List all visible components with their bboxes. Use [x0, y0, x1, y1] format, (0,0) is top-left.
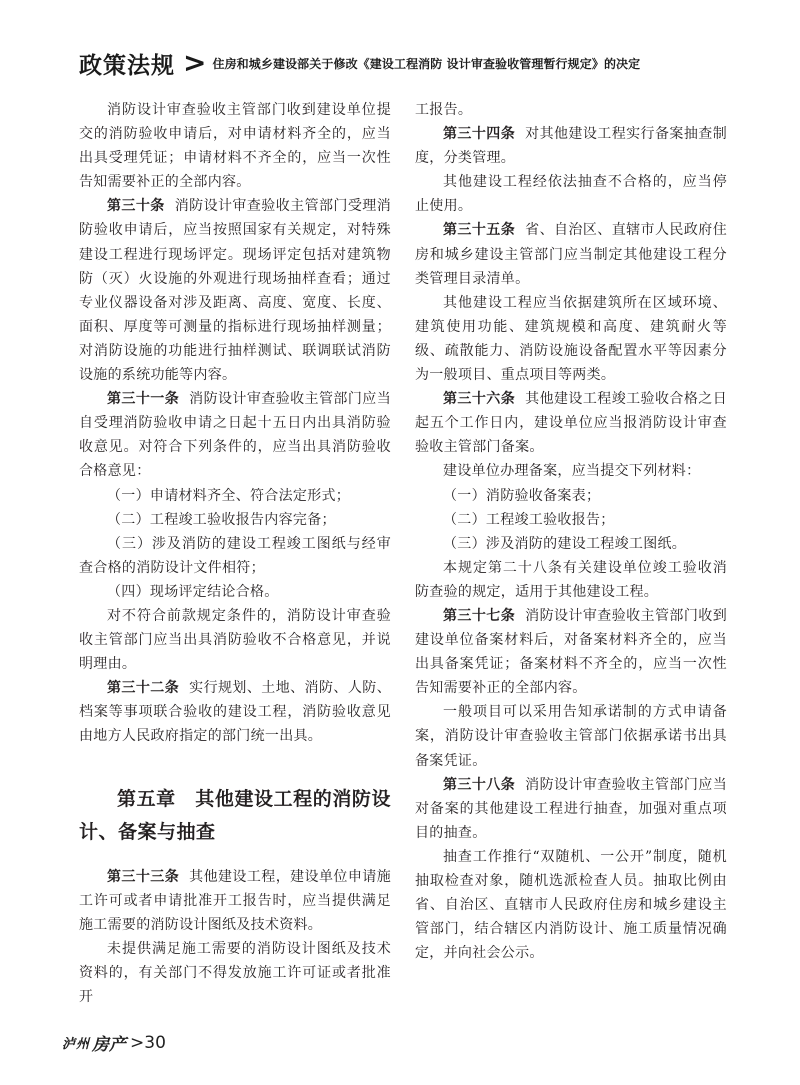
article-text: 其他建设工程竣工验收合格之日起五个工作日内，建设单位应当报消防设计审查验收主管部门备案。	[415, 391, 727, 456]
section-arrow: >	[183, 46, 207, 79]
paragraph: 本规定第二十八条有关建设单位竣工验收消防查验的规定，适用于其他建设工程。	[415, 559, 727, 600]
article-title: 住房和城乡建设部关于修改《建设工程消防 设计审查验收管理暂行规定》的决定	[212, 56, 641, 71]
article-number: 第三十二条	[107, 680, 180, 697]
magazine-logo-city: 泸州	[62, 1037, 91, 1052]
article-paragraph	[415, 122, 727, 170]
article-text: 其他建设工程，建设单位申请施工许可或者申请批准开工报告时，应当提供满足施工需要的消防设计图纸及技术资料。	[79, 868, 391, 933]
section-title: 政策法规	[79, 52, 175, 79]
article-number: 第三十五条	[443, 222, 516, 239]
page-footer	[62, 1030, 166, 1055]
article-text: 实行规划、土地、消防、人防、档案等事项联合验收的建设工程，消防验收意见由地方人民政府指定的部门统一出具。	[79, 680, 391, 745]
magazine-logo-mark: 房产	[92, 1035, 127, 1055]
paragraph: 抽查工作推行“双随机、一公开”制度，随机抽取检查对象，随机选派检查人员。抽取比例由省、自治区、直辖市人民政府住房和城乡建设主管部门，结合辖区内消防设计、施工质量情况确定，并向社会公示。	[415, 848, 727, 962]
paragraph: 对不符合前款规定条件的，消防设计审查验收主管部门应当出具消防验收不合格意见，并说明理由。	[79, 607, 391, 673]
article-number: 第三十一条	[107, 391, 180, 408]
article-text: 对其他建设工程实行备案抽查制度，分类管理。	[415, 126, 727, 167]
list-item: （二）工程竣工验收报告内容完备；	[107, 511, 336, 528]
article-number: 第三十七条	[443, 607, 516, 624]
article-paragraph	[415, 604, 727, 700]
paragraph: 工报告。	[415, 102, 473, 118]
article-number: 第三十四条	[443, 126, 516, 143]
article-paragraph	[415, 387, 727, 459]
article-paragraph	[79, 387, 391, 483]
article-paragraph	[415, 773, 727, 845]
article-number: 第三十三条	[107, 868, 180, 885]
article-text: 消防设计审查验收主管部门应当自受理消防验收申请之日起十五日内出具消防验收意见。对符合下列条件的，应当出具消防验收合格意见：	[79, 391, 391, 480]
page-header	[79, 46, 640, 80]
right-column	[415, 98, 727, 965]
article-text: 消防设计审查验收主管部门应当对备案的其他建设工程进行抽查，加强对重点项目的抽查。	[415, 776, 727, 841]
list-item: （三）涉及消防的建设工程竣工图纸。	[443, 535, 687, 552]
paragraph: 一般项目可以采用告知承诺制的方式申请备案，消防设计审查验收主管部门依据承诺书出具备案凭证。	[415, 704, 727, 769]
article-paragraph	[415, 218, 727, 290]
article-paragraph	[79, 865, 391, 937]
page-number: >30	[130, 1032, 166, 1053]
article-number: 第三十八条	[443, 776, 516, 793]
paragraph: 其他建设工程应当依据建筑所在区域环境、建筑使用功能、建筑规模和高度、建筑耐火等级、疏散能力、消防设施设备配置水平等因素分为一般项目、重点项目等两类。	[415, 294, 727, 384]
paragraph: 未提供满足施工需要的消防设计图纸及技术资料的，有关部门不得发放施工许可证或者批准开	[79, 940, 391, 1005]
article-number: 第三十条	[107, 198, 165, 215]
article-text: 消防设计审查验收主管部门收到建设单位备案材料后，对备案材料齐全的，应当出具备案凭证；备案材料不齐全的，应当一次性告知需要补正的全部内容。	[415, 607, 727, 697]
left-column	[79, 98, 391, 1009]
list-item: （一）申请材料齐全、符合法定形式；	[107, 487, 351, 504]
paragraph: 建设单位办理备案，应当提交下列材料：	[443, 463, 701, 480]
list-item: （二）工程竣工验收报告；	[443, 511, 615, 528]
list-item: （四）现场评定结论合格。	[107, 583, 279, 600]
list-item: （三）涉及消防的建设工程竣工图纸与经审查合格的消防设计文件相符；	[79, 535, 391, 576]
paragraph: 消防设计审查验收主管部门收到建设单位提交的消防验收申请后，对申请材料齐全的，应当出具受理凭证；申请材料不齐全的，应当一次性告知需要补正的全部内容。	[79, 102, 391, 191]
article-paragraph	[79, 676, 391, 748]
article-text: 消防设计审查验收主管部门受理消防验收申请后，应当按照国家有关规定，对特殊建设工程进行现场评定。现场评定包括对建筑物防（灭）火设施的外观进行现场抽样查看；通过专业仪器设备对涉及距离、高度、宽度、长度、面积、厚度等可测量的指标进行现场抽样测量；对消防设施的功能进行抽样测试、联调联试消防设施的系统功能等内容。	[79, 198, 392, 384]
paragraph: 其他建设工程经依法抽查不合格的，应当停止使用。	[415, 174, 727, 215]
article-number: 第三十六条	[443, 391, 516, 408]
chapter-heading: 第五章 其他建设工程的消防设计、备案与抽查	[79, 787, 391, 843]
article-paragraph	[79, 194, 391, 387]
article-text: 省、自治区、直辖市人民政府住房和城乡建设主管部门应当制定其他建设工程分类管理目录清单。	[415, 222, 727, 287]
list-item: （一）消防验收备案表；	[443, 487, 601, 504]
